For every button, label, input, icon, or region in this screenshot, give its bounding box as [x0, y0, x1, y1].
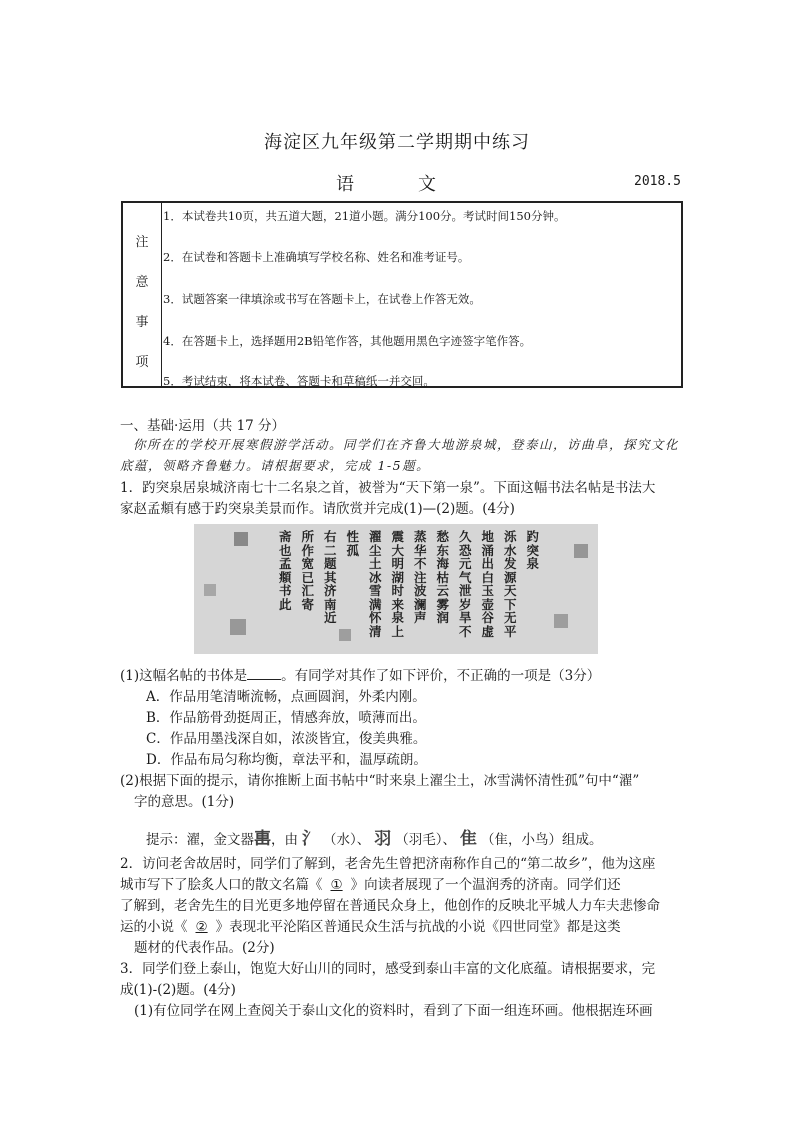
notice-item: 5．考试结束，将本试卷、答题卡和草稿纸一并交回。: [163, 374, 435, 388]
q2-text: 》表现北平沦陷区普通民众生活与抗战的小说《四世同堂》都是这类: [215, 919, 621, 935]
answer-blank[interactable]: [247, 667, 281, 680]
q3-line: 成(1)-(2)题。(4分): [120, 982, 236, 998]
calligraphy-column: 蒸华不注波澜声: [413, 529, 427, 625]
q1-stem-line: 1．趵突泉居泉城济南七十二名泉之首，被誉为“天下第一泉”。下面这幅书法名帖是书法大: [120, 480, 656, 496]
hint-text: 提示：濯，金文器: [146, 832, 254, 848]
calligraphy-column: 趵突泉: [526, 529, 539, 571]
q2-line: 了解到，老舍先生的目光更多地停留在普通民众身上，他创作的反映北平城人力车夫悲惨命: [120, 898, 660, 914]
q3-line: 3．同学们登上泰山，饱览大好山川的同时，感受到泰山丰富的文化底蕴。请根据要求，完: [120, 961, 656, 977]
calligraphy-column: 地涌出白玉壶谷虚: [481, 529, 494, 639]
exam-date: 2018.5: [634, 174, 681, 189]
notice-item: 2．在试卷和答题卡上准确填写学校名称、姓名和准考证号。: [163, 250, 470, 264]
q1-stem-line: 家赵孟頫有感于趵突泉美景而作。请欣赏并完成(1)—(2)题。(4分): [120, 501, 515, 517]
answer-blank-1[interactable]: ①: [330, 877, 343, 893]
option-a: A．作品用笔清晰流畅，点画圆润，外柔内刚。: [146, 689, 426, 705]
hint-text: ，由: [271, 832, 298, 848]
calligraphy-text: [274, 530, 544, 650]
q1-sub2-line: (2)根据下面的提示，请你推断上面书帖中“时来泉上濯尘土，冰雪满怀清性孤”句中“濯”: [120, 773, 640, 789]
calligraphy-column: 右二题其济南近: [323, 529, 337, 625]
notice-side-char: 事: [135, 315, 149, 330]
q3-line: (1)有位同学在网上查阅关于泰山文化的资料时，看到了下面一组连环画。他根据连环画: [134, 1003, 653, 1019]
notice-item: 3．试题答案一律填涂或书写在答题卡上，在试卷上作答无效。: [163, 292, 481, 306]
feather-glyph-icon: 羽: [374, 829, 392, 849]
hint-line: [146, 824, 603, 849]
hint-text: （水）、: [323, 832, 371, 848]
calligraphy-image: [194, 524, 598, 654]
q2-line: [120, 915, 621, 935]
q1-sub1: [120, 664, 600, 684]
q2-line: 2．访问老舍故居时，同学们了解到，老舍先生曾把济南称作自己的“第二故乡”，他为这座: [120, 856, 656, 872]
notice-side-label: [123, 203, 162, 386]
option-d: D．作品布局匀称均衡，章法平和，温厚疏朗。: [146, 752, 427, 768]
notice-box: [121, 201, 683, 388]
hint-text: （隹，小鸟）组成。: [481, 832, 603, 848]
q1-sub1-text: 。有同学对其作了如下评价，不正确的一项是（3分）: [281, 668, 601, 684]
notice-item: 4．在答题卡上，选择题用2B铅笔作答，其他题用黑色字迹签字笔作答。: [163, 334, 532, 348]
bird-glyph-icon: 隹: [460, 829, 477, 849]
option-c: C．作品用墨浅深自如，浓淡皆宜，俊美典雅。: [146, 731, 427, 747]
calligraphy-column: 震大明湖时来泉上: [391, 529, 404, 639]
water-glyph-icon: 氵: [302, 829, 319, 849]
exam-title: 海淀区九年级第二学期期中练习: [264, 132, 530, 153]
subject-char-2: 文: [418, 174, 436, 195]
q1-sub1-text: (1)这幅名帖的书体是: [120, 668, 248, 684]
q2-line: [120, 873, 621, 893]
calligraphy-column: 泺水发源天下无平: [503, 529, 517, 639]
notice-side-char: 项: [135, 355, 149, 370]
notice-side-char: 意: [135, 275, 149, 290]
calligraphy-column: 愁东海枯云雾润: [436, 529, 449, 625]
notice-item: 1．本试卷共10页，共五道大题，21道小题。满分100分。考试时间150分钟。: [163, 209, 566, 223]
section-heading: 一、基础·运用（共 17 分）: [120, 418, 286, 434]
bronze-glyph-icon: 𨊥: [254, 829, 271, 849]
hint-text: （羽毛）、: [395, 832, 456, 848]
q2-text: 城市写下了脍炙人口的散文名篇《: [120, 877, 323, 893]
calligraphy-column: 濯尘土冰雪满怀清: [368, 529, 382, 639]
q2-text: 运的小说《: [120, 919, 188, 935]
calligraphy-column: 斋也孟頫书此: [278, 529, 292, 612]
calligraphy-column: 性孤: [346, 529, 359, 558]
q1-sub2-line: 字的意思。(1分): [134, 794, 235, 810]
calligraphy-column: 所作宽已汇寄: [301, 529, 314, 612]
notice-side-char: 注: [135, 235, 149, 250]
calligraphy-column: 久恐元气泄岁旱不: [458, 529, 472, 639]
q2-line: 题材的代表作品。(2分): [134, 940, 275, 956]
subject-char-1: 语: [336, 174, 354, 195]
q2-text: 》向读者展现了一个温润秀的济南。同学们还: [350, 877, 621, 893]
option-b: B．作品筋骨劲挺周正，情感奔放，喷薄而出。: [146, 710, 426, 726]
section-intro-line: 底蕴，领略齐鲁魅力。请根据要求，完成 1-5题。: [120, 458, 431, 473]
section-intro-line: 你所在的学校开展寒假游学活动。同学们在齐鲁大地游泉城，登泰山，访曲阜，探究文化: [133, 437, 680, 452]
answer-blank-2[interactable]: ②: [195, 919, 208, 935]
